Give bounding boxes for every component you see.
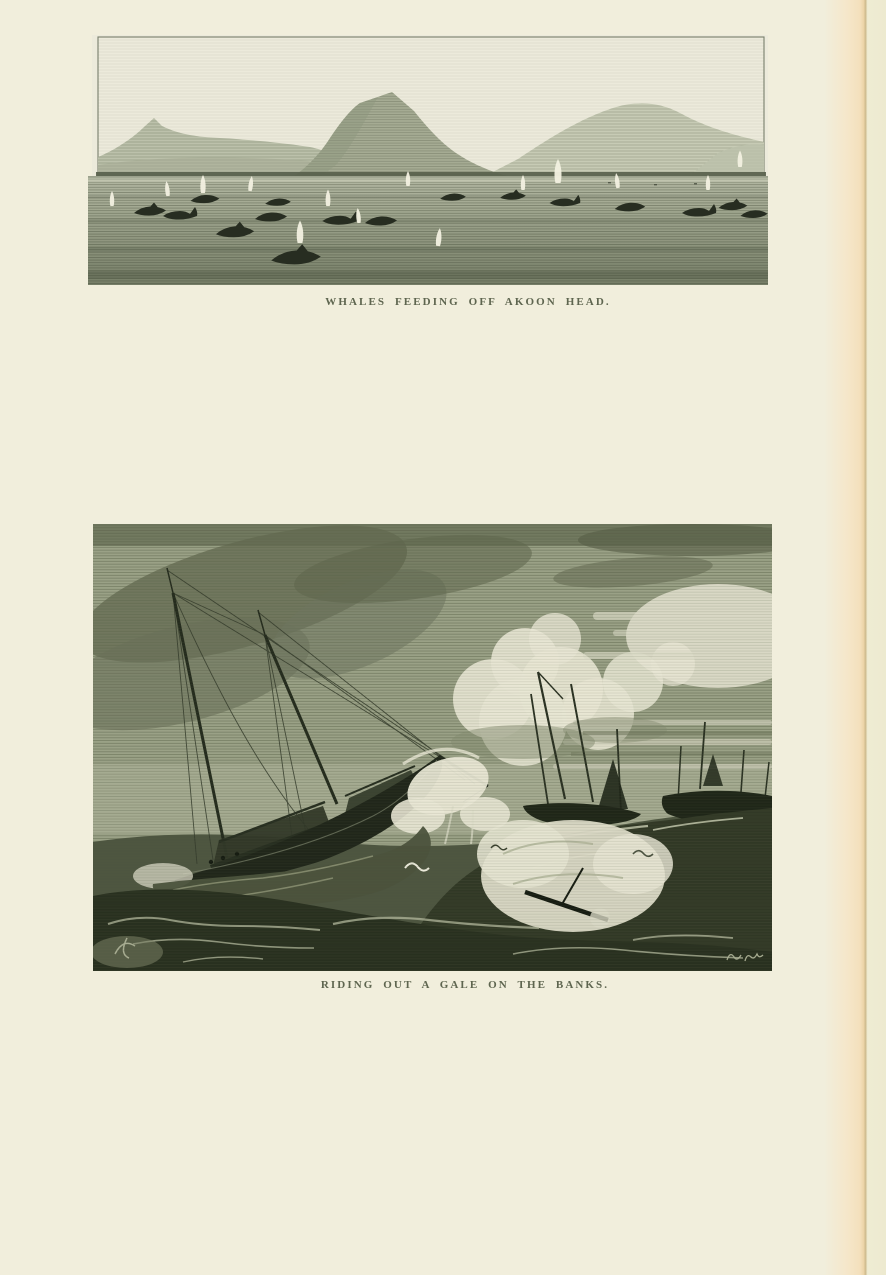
shoreline — [96, 172, 766, 177]
figure-riding-gale — [93, 524, 772, 971]
engraving-whales-image — [88, 33, 770, 285]
engraving-texture-overlay — [93, 524, 772, 971]
figure-caption-whales: WHALES FEEDING OFF AKOON HEAD. — [325, 296, 611, 308]
figure-caption-gale: RIDING OUT A GALE ON THE BANKS. — [320, 979, 610, 991]
figure-whales-feeding — [88, 33, 770, 285]
page-edge-shadow — [824, 0, 886, 1275]
engraving-gale-image — [93, 524, 772, 971]
whales-sea — [88, 176, 768, 285]
